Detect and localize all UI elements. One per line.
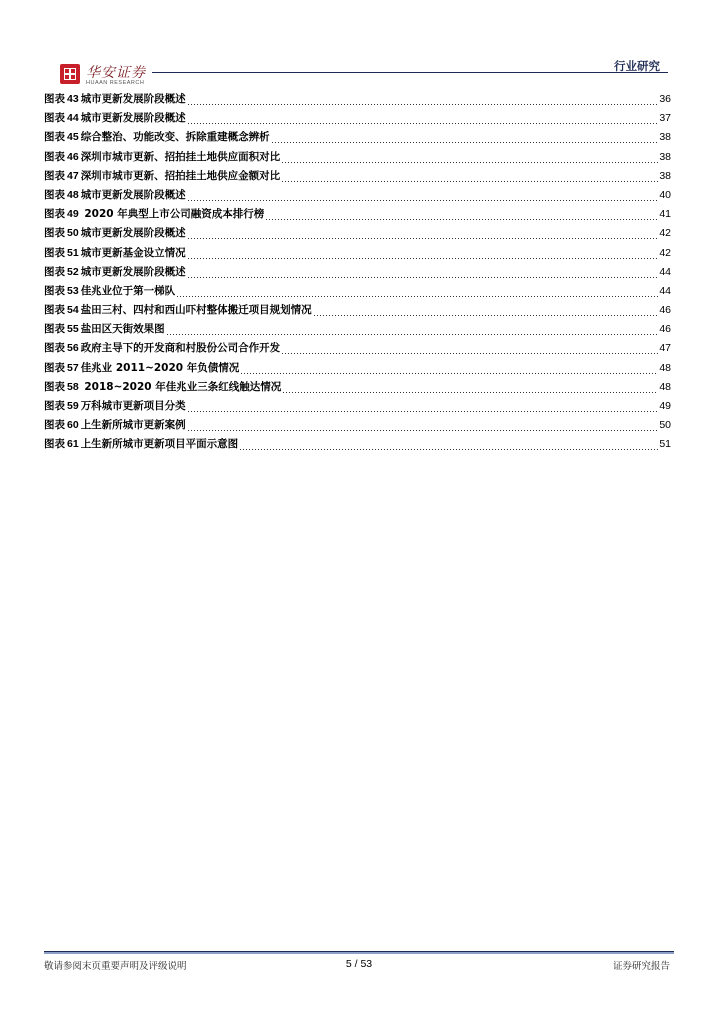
toc-entry-number: 52	[67, 265, 79, 278]
toc-entry-label	[44, 109, 186, 128]
toc-entry[interactable]	[44, 205, 671, 224]
toc-entry-label	[44, 416, 186, 435]
toc-entry-label	[44, 282, 175, 301]
toc-entry-title: 上生新所城市更新案例	[80, 419, 186, 432]
toc-entry-prefix: 图表	[44, 323, 65, 336]
toc-entry[interactable]	[44, 186, 671, 205]
page-header	[44, 58, 674, 88]
toc-entry-prefix: 图表	[44, 246, 65, 259]
toc-entry-label	[44, 320, 165, 339]
toc-entry-number: 46	[67, 150, 79, 163]
toc-entry[interactable]	[44, 109, 671, 128]
toc-entry-number: 54	[67, 304, 79, 317]
toc-dot-leader	[187, 109, 659, 128]
toc-entry-page: 38	[659, 150, 671, 163]
footer-divider	[44, 951, 674, 954]
toc-entry-page: 44	[659, 284, 671, 297]
toc-entry-number: 53	[67, 284, 79, 297]
toc-entry-title: 城市更新发展阶段概述	[80, 265, 186, 278]
toc-entry-page: 47	[659, 342, 671, 355]
toc-dot-leader	[240, 359, 658, 378]
toc-entry-title: 政府主导下的开发商和村股份公司合作开发	[80, 342, 281, 355]
huaan-logo-icon	[60, 64, 80, 84]
toc-entry-title: 佳兆业 2011~2020 年负债情况	[80, 361, 240, 374]
toc-entry-number: 44	[67, 112, 79, 125]
toc-entry-title: 盐田区天街效果图	[80, 323, 165, 336]
toc-entry-page: 42	[659, 246, 671, 259]
toc-entry-page: 49	[659, 400, 671, 412]
toc-entry-page: 48	[659, 361, 671, 374]
toc-entry-page: 46	[659, 304, 671, 317]
toc-dot-leader	[265, 205, 658, 224]
toc-dot-leader	[187, 224, 659, 243]
toc-entry[interactable]	[44, 378, 671, 397]
toc-entry-page: 38	[659, 169, 671, 182]
toc-entry-page: 41	[659, 208, 671, 221]
toc-entry-title: 上生新所城市更新项目平面示意图	[80, 438, 239, 451]
toc-entry-title: 深圳市城市更新、招拍挂土地供应金额对比	[80, 169, 281, 182]
page-number: 5 / 53	[345, 958, 373, 970]
toc-entry-prefix: 图表	[44, 208, 65, 221]
toc-entry-page: 44	[659, 265, 671, 278]
toc-entry[interactable]	[44, 320, 671, 339]
toc-entry-title: 深圳市城市更新、招拍挂土地供应面积对比	[80, 150, 281, 163]
toc-entry[interactable]	[44, 263, 671, 282]
toc-entry-title: 佳兆业位于第一梯队	[80, 284, 176, 297]
toc-entry-label	[44, 263, 186, 282]
toc-entry-title: 城市更新发展阶段概述	[80, 93, 186, 105]
toc-entry-page: 42	[659, 227, 671, 240]
toc-entry-number: 47	[67, 169, 79, 182]
header-divider	[152, 72, 668, 73]
toc-entry-label	[44, 224, 186, 243]
toc-dot-leader	[281, 339, 658, 358]
toc-entry-prefix: 图表	[44, 131, 65, 144]
footer-report-type: 证券研究报告	[612, 961, 670, 972]
toc-entry-number: 61	[67, 438, 79, 451]
toc-entry-number: 56	[67, 342, 79, 355]
toc-entry-label	[44, 186, 186, 205]
toc-entry-prefix: 图表	[44, 93, 65, 105]
toc-entry-page: 46	[659, 323, 671, 336]
toc-entry[interactable]	[44, 416, 671, 435]
toc-entry-label	[44, 378, 281, 397]
section-title: 行业研究	[614, 59, 660, 73]
toc-dot-leader	[282, 378, 658, 397]
figure-index-list	[44, 90, 671, 455]
toc-entry-prefix: 图表	[44, 361, 65, 374]
toc-dot-leader	[281, 167, 658, 186]
toc-entry-title: 2018~2020 年佳兆业三条红线触达情况	[80, 380, 282, 393]
toc-entry-label	[44, 148, 280, 167]
toc-entry[interactable]	[44, 128, 671, 147]
toc-entry-prefix: 图表	[44, 169, 65, 182]
toc-entry-label	[44, 359, 239, 378]
toc-entry[interactable]	[44, 167, 671, 186]
toc-entry-prefix: 图表	[44, 419, 65, 432]
toc-entry[interactable]	[44, 301, 671, 320]
toc-entry-label	[44, 301, 312, 320]
toc-entry-label	[44, 397, 186, 416]
toc-entry-title: 2020 年典型上市公司融资成本排行榜	[80, 208, 265, 221]
toc-entry-prefix: 图表	[44, 400, 65, 412]
toc-entry[interactable]	[44, 359, 671, 378]
toc-entry-label	[44, 339, 280, 358]
toc-entry[interactable]	[44, 282, 671, 301]
toc-entry-number: 45	[67, 131, 79, 144]
toc-dot-leader	[281, 148, 658, 167]
toc-entry[interactable]	[44, 90, 671, 109]
toc-entry-number: 58	[67, 380, 79, 393]
toc-dot-leader	[187, 263, 659, 282]
toc-entry-title: 城市更新发展阶段概述	[80, 188, 186, 201]
toc-entry[interactable]	[44, 435, 671, 454]
toc-entry-prefix: 图表	[44, 150, 65, 163]
toc-dot-leader	[176, 282, 658, 301]
toc-entry-number: 43	[67, 93, 79, 105]
logo-wordmark-en: HUAAN RESEARCH	[86, 80, 145, 86]
toc-entry-number: 50	[67, 227, 79, 240]
toc-entry[interactable]	[44, 224, 671, 243]
toc-dot-leader	[187, 416, 659, 435]
toc-entry-prefix: 图表	[44, 342, 65, 355]
toc-entry-page: 48	[659, 380, 671, 393]
toc-dot-leader	[239, 435, 658, 454]
toc-entry-label	[44, 435, 238, 454]
toc-dot-leader	[187, 397, 659, 416]
toc-entry-number: 48	[67, 188, 79, 201]
toc-entry-number: 51	[67, 246, 79, 259]
toc-dot-leader	[187, 244, 659, 263]
toc-entry-title: 万科城市更新项目分类	[80, 400, 186, 412]
toc-entry-prefix: 图表	[44, 112, 65, 125]
toc-entry[interactable]	[44, 339, 671, 358]
toc-entry-number: 57	[67, 361, 79, 374]
toc-entry-number: 55	[67, 323, 79, 336]
toc-entry-title: 综合整治、功能改变、拆除重建概念辨析	[80, 131, 270, 144]
footer-disclaimer: 敬请参阅末页重要声明及评级说明	[44, 961, 187, 972]
toc-dot-leader	[187, 186, 659, 205]
toc-entry-prefix: 图表	[44, 438, 65, 451]
toc-dot-leader	[166, 320, 659, 339]
toc-entry-label	[44, 128, 270, 147]
toc-entry-page: 38	[659, 131, 671, 144]
toc-entry-title: 城市更新基金设立情况	[80, 246, 186, 259]
toc-entry-label	[44, 167, 280, 186]
toc-entry-number: 60	[67, 419, 79, 432]
toc-entry-page: 40	[659, 188, 671, 201]
toc-dot-leader	[187, 90, 659, 109]
toc-entry-label	[44, 205, 264, 224]
toc-entry-prefix: 图表	[44, 265, 65, 278]
toc-entry-label	[44, 244, 186, 263]
toc-entry-title: 盐田三村、四村和西山吓村整体搬迁项目规划情况	[80, 304, 312, 317]
toc-entry-number: 59	[67, 400, 79, 412]
toc-entry[interactable]	[44, 244, 671, 263]
toc-entry-prefix: 图表	[44, 188, 65, 201]
toc-entry-page: 36	[659, 93, 671, 105]
toc-entry-title: 城市更新发展阶段概述	[80, 227, 186, 240]
toc-entry-prefix: 图表	[44, 380, 65, 393]
toc-entry-page: 50	[659, 419, 671, 432]
toc-entry[interactable]	[44, 148, 671, 167]
toc-entry-page: 37	[659, 112, 671, 125]
toc-entry-prefix: 图表	[44, 304, 65, 317]
toc-entry[interactable]	[44, 397, 671, 416]
toc-entry-page: 51	[659, 438, 671, 451]
toc-entry-title: 城市更新发展阶段概述	[80, 112, 186, 125]
toc-entry-number: 49	[67, 208, 79, 221]
toc-entry-label	[44, 90, 186, 109]
logo-wordmark-cn: 华安证券	[86, 65, 146, 81]
toc-entry-prefix: 图表	[44, 284, 65, 297]
toc-entry-prefix: 图表	[44, 227, 65, 240]
toc-dot-leader	[313, 301, 659, 320]
toc-dot-leader	[271, 128, 659, 147]
